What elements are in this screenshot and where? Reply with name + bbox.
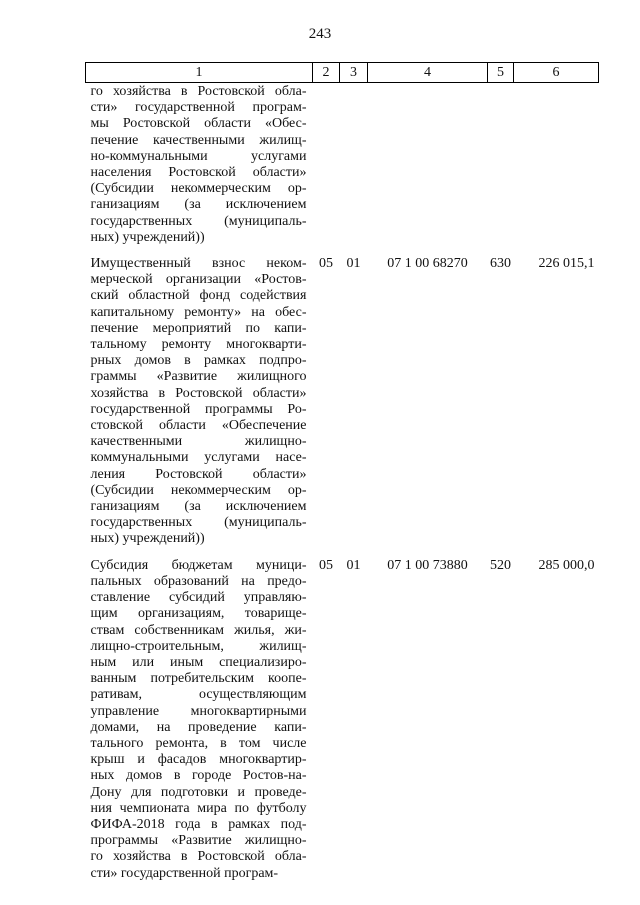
description-line: коммунальными услугами насе-: [90, 450, 307, 466]
description-line: Субсидия бюджетам муници-: [90, 557, 307, 573]
description-line: ния чемпионата мира по футболу: [90, 800, 307, 816]
description-line: ганизациям (за исключением: [90, 499, 307, 515]
description-line: (Субсидии некоммерческим ор-: [90, 181, 307, 197]
column-number-header-row: [86, 63, 599, 83]
description-line: пальных образований на предо-: [90, 573, 307, 589]
description-line: граммы «Развитие жилищного: [90, 369, 307, 385]
subsection-code: [340, 83, 368, 247]
expense-type-code: 520: [490, 557, 511, 573]
description-line: ных) учреждений)): [90, 229, 205, 245]
description-line: ганизациям (за исключением: [90, 197, 307, 213]
description-line: ванным потребительским коопе-: [90, 671, 307, 687]
description-line: сти» государственной програм-: [90, 865, 279, 881]
description-line: стовской области «Обеспечение: [90, 418, 307, 434]
description-line: го хозяйства в Ростовской обла-: [90, 849, 307, 865]
description-line: мерческой организации «Ростов-: [90, 272, 307, 288]
description-line: печение мероприятий по капи-: [90, 320, 307, 336]
target-item-code: [368, 83, 488, 247]
description-line: ных домов в городе Ростов-на-: [90, 768, 307, 784]
description-line: населения Ростовской области»: [90, 165, 307, 181]
description-line: крыш и фасадов многоквартир-: [90, 752, 307, 768]
column-header: 4: [368, 63, 488, 83]
section-code: 05: [319, 557, 333, 573]
description-line: Имущественный взнос неком-: [90, 256, 307, 272]
description-line: ствам собственникам жилья, жи-: [90, 622, 307, 638]
column-header: 3: [340, 63, 368, 83]
description-line: управление многоквартирными: [90, 703, 307, 719]
description-line: ных) учреждений)): [90, 531, 205, 547]
description-line: ский областной фонд содействия: [90, 288, 307, 304]
description-line: мы Ростовской области «Обес-: [90, 116, 307, 132]
description-line: лищно-строительным, жилищ-: [90, 638, 307, 654]
row-spacer: [86, 246, 599, 255]
amount: 226 015,1: [538, 256, 595, 272]
table-row: [86, 255, 599, 548]
section-code: 05: [319, 256, 333, 272]
column-header: 2: [313, 63, 340, 83]
budget-table: [85, 62, 599, 882]
description-line: ративам, осуществляющим: [90, 687, 307, 703]
section-code: [313, 83, 340, 247]
description-line: качественными жилищно-: [90, 434, 307, 450]
column-header: 5: [488, 63, 514, 83]
description-line: (Субсидии некоммерческим ор-: [90, 482, 307, 498]
subsection-code: 01: [346, 557, 361, 573]
description-line: печение качественными жилищ-: [90, 132, 307, 148]
expense-type-code: [488, 83, 514, 247]
description-line: государственной программы Ро-: [90, 401, 307, 417]
subsection-code: 01: [346, 256, 361, 272]
expense-type-code: 630: [490, 256, 511, 272]
description-line: Дону для подготовки и проведе-: [90, 784, 307, 800]
description-line: ФИФА-2018 года в рамках под-: [90, 816, 307, 832]
item-description: [86, 255, 313, 548]
amount: 285 000,0: [538, 557, 595, 573]
description-line: капитальному ремонту» на обес-: [90, 304, 307, 320]
description-line: ставление субсидий управляю-: [90, 590, 307, 606]
target-item-code: 07 1 00 73880: [387, 557, 468, 573]
description-line: домами, на проведение капи-: [90, 719, 307, 735]
target-item-code: 07 1 00 68270: [387, 256, 468, 272]
description-line: но-коммунальными услугами: [90, 148, 307, 164]
column-header: 6: [514, 63, 599, 83]
description-line: государственных (муниципаль-: [90, 213, 307, 229]
amount: [514, 83, 599, 247]
description-line: тальному ремонту многокварти-: [90, 337, 307, 353]
row-spacer: [86, 548, 599, 557]
description-line: сти» государственной програм-: [90, 100, 307, 116]
description-line: хозяйства в Ростовской области»: [90, 385, 307, 401]
page-number: 243: [308, 26, 332, 42]
column-header: 1: [86, 63, 313, 83]
description-line: государственных (муниципаль-: [90, 515, 307, 531]
item-description: [86, 83, 313, 247]
description-line: рных домов в рамках подпро-: [90, 353, 307, 369]
item-description: [86, 557, 313, 882]
description-line: ления Ростовской области»: [90, 466, 307, 482]
description-line: го хозяйства в Ростовской обла-: [90, 84, 307, 99]
table-body: [86, 83, 599, 882]
table-row: [86, 83, 599, 247]
table-row: [86, 557, 599, 882]
description-line: тального ремонта, в том числе: [90, 735, 307, 751]
description-line: ным или иным специализиро-: [90, 654, 307, 670]
description-line: программы «Развитие жилищно-: [90, 833, 307, 849]
description-line: щим организациям, товарище-: [90, 606, 307, 622]
